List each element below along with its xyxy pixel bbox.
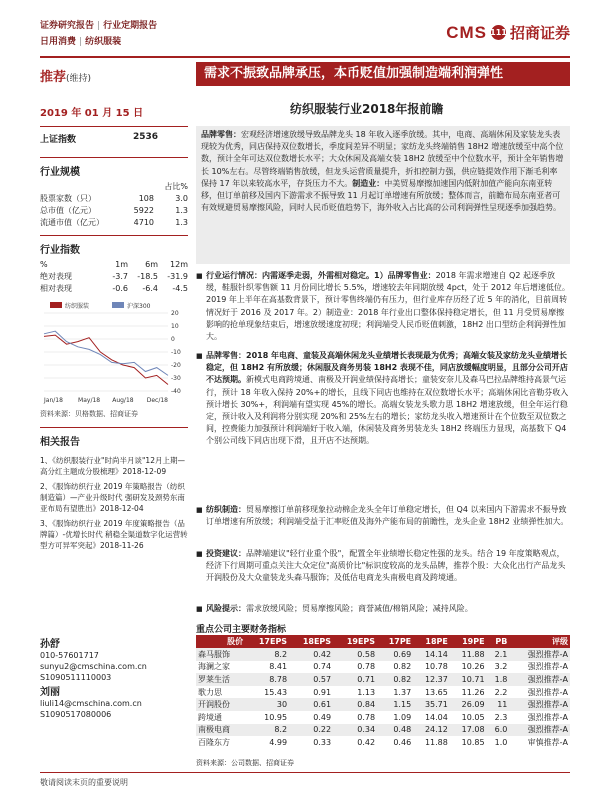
table-row — [196, 686, 570, 699]
table-cell: 百隆东方 — [198, 737, 230, 747]
table-header-cell: 18EPS — [289, 635, 333, 648]
scale-row: 流通市值（亿元） 4710 1.3 — [40, 218, 188, 227]
report-date: 2019 年 01 月 15 日 — [40, 108, 144, 119]
x-tick-label: Jan/18 — [44, 397, 63, 404]
table-row — [196, 673, 570, 686]
bullet-industry: ■ 行业运行情况：内需逐季走弱，外需相对稳定。1）品牌零售业：2018 年需求增速自 Q2 起逐季放缓，鞋服针织零售额 11 月份同比增长 5.5%，增速较去年同期放缓 4pct，处于 2012 年后增速低位。2019 年上半年在高基数背景下，预计零售终端仍有压力，但行业库存历经了近 5 年的消化，目前周转情况好于 2016 及 2017 年。2）制造业：2018 年行业出口整体保持稳定增长，但 11 月受贸易摩擦影响的抢单现象结束后，增速放缓速度初现；利润端受人民币贬值刺激，18H2 出口型纺企利润弹性加大。 — [196, 270, 570, 344]
table-cell: 2.1 — [487, 648, 510, 661]
related-report[interactable]: 3、《服饰纺织行业 2019 年度策略报告（品牌篇）-优增长时代 稍稳全渠道数字化运营转型方可异军突起》2018-11-26 — [40, 519, 188, 550]
scale-row: 总市值（亿元） 5922 1.3 — [40, 206, 188, 215]
bullet-risk: ■ 风险提示：需求放缓风险；贸易摩擦风险；商誉减值/棉销风险；减持风险。 — [196, 603, 570, 617]
table-cell: 1.37 — [393, 687, 412, 697]
summary-box — [196, 126, 570, 264]
table-cell: 12.37 — [413, 673, 450, 686]
table-cell: 0.46 — [393, 737, 412, 747]
perf-head: % 1m 6m 12m — [40, 260, 188, 269]
table-cell: 强烈推荐-A — [527, 687, 568, 697]
table-cell: 10.71 — [450, 673, 487, 686]
analyst-block — [40, 635, 188, 720]
table-cell: 0.34 — [333, 724, 377, 737]
bullet-manufacturing: ■ 纺织制造：贸易摩擦订单前移现象拉动棉企龙头全年订单稳定增长，但 Q4 以来国内下游需求不振导致订单增速有所放缓；利润端受益于汇率贬值及海外产能布局的前瞻性，龙头企业 18H2 业绩弹性加大。 — [196, 504, 570, 542]
table-cell: 8.41 — [269, 662, 288, 672]
index-row — [40, 128, 188, 149]
table-cell: 11.88 — [450, 648, 487, 661]
footer-rule — [40, 772, 570, 773]
table-cell: 4.99 — [269, 737, 288, 747]
chart-source: 资料来源：贝格数据、招商证券 — [40, 410, 138, 418]
table-cell: 歌力思 — [198, 687, 222, 697]
table-cell: 强烈推荐-A — [527, 712, 568, 722]
table-cell: 0.57 — [289, 673, 333, 686]
table-cell: 0.22 — [289, 724, 333, 737]
index-chart — [40, 299, 188, 407]
report-title: 需求不振致品牌承压，本币贬值加强制造端利润弹性 — [196, 62, 570, 86]
summary-lead2: 制造业： — [352, 178, 385, 188]
rating-label: 推荐 — [40, 70, 67, 85]
table-header-cell: PB — [487, 635, 510, 648]
table-row — [196, 648, 570, 661]
table-row — [196, 736, 570, 749]
table-cell: 0.42 — [289, 648, 333, 661]
table-cell: 0.33 — [313, 737, 332, 747]
x-tick-label: Aug/18 — [112, 397, 134, 404]
bullet-square-icon: ■ — [196, 506, 203, 514]
table-cell: 11.88 — [424, 737, 448, 747]
table-cell: 35.71 — [413, 698, 450, 711]
x-tick-label: May/18 — [78, 397, 101, 404]
table-cell: 罗莱生活 — [196, 673, 245, 686]
table-cell: 1.8 — [487, 673, 510, 686]
table-cell: 海澜之家 — [198, 662, 230, 672]
left-column — [40, 128, 188, 551]
table-header-cell: 19PE — [450, 635, 487, 648]
table-cell: 开润股份 — [196, 698, 245, 711]
bullet-square-icon: ■ — [196, 550, 203, 558]
table-source: 资料来源：公司数据、招商证券 — [196, 759, 294, 767]
table-cell: 10.26 — [461, 662, 485, 672]
table-cell: 0.69 — [377, 648, 413, 661]
table-header-cell: 评级 — [509, 635, 570, 648]
report-subtitle: 纺织服装行业2018年报前瞻 — [290, 102, 444, 116]
table-cell: 8.2 — [245, 648, 289, 661]
related-report[interactable]: 1、《纺织服装行业"时尚半月谈"12月上期—高分红主题成分股梳理》2018-12-09 — [40, 456, 185, 476]
bullet-retail: ■ 品牌零售：2018 年电商、童装及高端休闲龙头业绩增长表现最为优秀；高端女装及家纺龙头业绩增长稳定，但 18H2 有所放缓；休闲服及商务男装 18H2 表现不佳，同店放缓幅度明显，且部分公司开店不达预期。新模式电商跨境通、南极及开润业绩保持高增长；童装安奈儿及森马巴拉品牌维持高景气运行，预计 18 年收入保持 20%+的增长，且线下同店也维持在双位数增长水平；高端休闲比音勒芬收入预计增长 30%+，利润端有望实现 45%的增长。高端女装龙头歌力思 18H2 增速放缓，但全年运行稳定，预计收入及利润将分别实现 20%和 25%左右的增长；家纺龙头收入增速预计在个位数至双位数之间，控费能力加强预计利润端好于收入端，休闲装及商务男装龙头 18H2 终端压力显现，高基数下 Q4 个别公司线下同店出现下滑，且开店不达预期。 — [196, 350, 570, 500]
bullet-square-icon: ■ — [196, 272, 203, 280]
rating-sub: (维持) — [66, 74, 92, 84]
table-header-cell: 17EPS — [245, 635, 289, 648]
table-cell: 1.0 — [494, 737, 508, 747]
x-tick-label: Dec/18 — [146, 397, 168, 404]
summary-text2: 中美贸易摩擦加速国内低附加值产能向东南亚转移，但订单前移及国内下游需求不振导致 11 月起订单增速有所放缓；整体而言，前瞻布局东南亚者可有效规避贸易摩擦风险，同时人民币贬值趋势下，海外收入占比高的公司利润弹性呈现逐季加强趋势。 — [201, 178, 561, 213]
header-left: 证券研究报告 | 行业定期报告 日用消费 | 纺织服装 — [40, 21, 158, 47]
series-line — [44, 335, 168, 384]
line-chart — [40, 299, 188, 405]
analyst-phone: 010-57601717 — [40, 651, 99, 660]
table-cell: 17.08 — [450, 724, 487, 737]
table-header-cell: 股价 — [204, 635, 245, 648]
legend-label: 沪深300 — [127, 303, 151, 310]
table-row — [196, 661, 570, 674]
table-cell: 强烈推荐-A — [509, 698, 570, 711]
table-row — [196, 698, 570, 711]
table-cell: 0.74 — [313, 662, 332, 672]
bullet-investment: ■ 投资建议：品牌端建议"轻行业重个股"，配置全年业绩增长稳定性强的龙头。结合 19 年度策略观点，经济下行周期可重点关注大众定位"高质价比"标识度较高的龙头品牌，推荐个股：大众化出行产品龙头开润股份及大众童装龙头森马服饰；及低估电商龙头南极电商及跨境通。 — [196, 548, 570, 598]
y-tick-label: 10 — [171, 323, 179, 330]
legend-swatch — [112, 302, 124, 308]
bullet-square-icon: ■ — [196, 605, 203, 613]
header-rule — [40, 56, 570, 58]
table-cell: 0.82 — [377, 673, 413, 686]
table-cell: 10.78 — [424, 662, 448, 672]
table-cell: 强烈推荐-A — [527, 662, 568, 672]
summary-lead: 品牌零售： — [201, 130, 241, 139]
side-rule — [40, 126, 188, 127]
table-title: 重点公司主要财务指标 — [196, 625, 287, 635]
analyst-email[interactable]: liuli14@cmschina.com.cn — [40, 699, 142, 708]
table-cell: 0.71 — [333, 673, 377, 686]
perf-row: 绝对表现 -3.7 -18.5 -31.9 — [40, 272, 188, 281]
table-cell: 11 — [487, 698, 510, 711]
table-cell: 10.05 — [461, 712, 485, 722]
analyst-cert: S1090511110003 — [40, 673, 112, 682]
table-cell: 14.14 — [413, 648, 450, 661]
analyst-name: 刘丽 — [40, 687, 60, 698]
table-cell: 1.09 — [393, 712, 412, 722]
industry-label: 纺织服装 — [85, 37, 122, 47]
scale-head: 占比% — [164, 182, 188, 191]
table-cell: 0.61 — [289, 698, 333, 711]
table-cell: 0.58 — [333, 648, 377, 661]
table-cell: 强烈推荐-A — [509, 724, 570, 737]
table-header-cell — [196, 635, 204, 648]
table-cell: 1.15 — [377, 698, 413, 711]
table-cell: 11.26 — [461, 687, 485, 697]
rating — [40, 66, 91, 85]
table-cell: 3.2 — [494, 662, 508, 672]
table-row — [196, 711, 570, 724]
financial-table — [196, 635, 570, 749]
table-cell: 跨境通 — [198, 712, 222, 722]
legend-swatch — [50, 302, 62, 308]
analyst-name: 孙舒 — [40, 639, 60, 650]
table-cell: 0.78 — [357, 662, 376, 672]
table-cell: 审慎推荐-A — [527, 737, 568, 747]
report-type: 证券研究报告 — [40, 21, 95, 31]
table-cell: 0.91 — [313, 687, 332, 697]
analyst-email[interactable]: sunyu2@cmschina.com.cn — [40, 662, 147, 671]
table-cell: 南极电商 — [196, 724, 245, 737]
table-cell: 2.3 — [494, 712, 508, 722]
table-cell: 强烈推荐-A — [509, 673, 570, 686]
table-header-cell: 19EPS — [333, 635, 377, 648]
logo-text: CMS — [446, 22, 487, 42]
table-cell: 6.0 — [487, 724, 510, 737]
report-category: 行业定期报告 — [103, 21, 158, 31]
footer-note: 敬请阅读末页的重要说明 — [40, 778, 128, 787]
table-cell: 15.43 — [264, 687, 288, 697]
scale-title: 行业规模 — [40, 157, 188, 181]
table-cell: 14.04 — [424, 712, 448, 722]
y-tick-label: -40 — [171, 388, 181, 395]
y-tick-label: 20 — [171, 310, 179, 317]
table-cell: 24.12 — [413, 724, 450, 737]
table-cell: 26.09 — [450, 698, 487, 711]
table-cell: 30 — [245, 698, 289, 711]
table-cell: 0.84 — [333, 698, 377, 711]
perf-row: 相对表现 -0.6 -6.4 -4.5 — [40, 284, 188, 293]
scale-row: 股票家数（只） 108 3.0 — [40, 194, 188, 203]
table-cell: 1.13 — [357, 687, 376, 697]
table-cell: 0.42 — [357, 737, 376, 747]
related-report[interactable]: 2、《服饰纺织行业 2019 年策略报告（纺织制造篇）—产业升级时代 强研发及颈势东南亚布局有望胜出》2018-12-04 — [40, 482, 185, 513]
table-cell: 8.78 — [245, 673, 289, 686]
perf-title: 行业指数 — [40, 235, 188, 259]
table-cell: 0.48 — [377, 724, 413, 737]
table-cell: 0.82 — [393, 662, 412, 672]
series-line — [44, 331, 168, 375]
table-cell: 强烈推荐-A — [509, 648, 570, 661]
logo-mark-icon: 111 — [491, 25, 506, 40]
table-header-cell: 17PE — [377, 635, 413, 648]
y-tick-label: -30 — [171, 375, 181, 382]
legend-label: 纺织服装 — [65, 303, 90, 310]
bullet-square-icon: ■ — [196, 352, 203, 360]
table-cell: 2.2 — [494, 687, 508, 697]
cms-logo — [446, 22, 570, 43]
table-cell: 8.2 — [245, 724, 289, 737]
y-tick-label: 0 — [171, 336, 175, 343]
table-cell: 10.85 — [461, 737, 485, 747]
index-label: 上证指数 — [40, 135, 77, 145]
table-cell: 13.65 — [424, 687, 448, 697]
summary-text: 宏观经济增速放缓导致品牌龙头 18 年收入逐季放缓。其中，电商、高端休闲及家装龙头表现较为优秀，同店保持双位数增长，季度间差异不明显；家纺龙头终端销售 18H2 增速放缓至中高个位数，预计全年可达双位数增长水平；大众休闲及高端女装 18H2 放缓至中个位数水平，预计全年销售增长 10%左右。尽管终端销售放缓，但龙头运营质量提升，折扣控制力强，供应链提效作用下渐毛利率保持 17 年以来较高水平，存货压力不大。 — [201, 130, 564, 188]
analyst-cert: S1090517080006 — [40, 710, 112, 719]
related-title: 相关报告 — [40, 427, 188, 451]
y-tick-label: -20 — [171, 362, 181, 369]
index-value: 2536 — [132, 132, 158, 142]
table-cell: 森马服饰 — [196, 648, 245, 661]
table-row — [196, 724, 570, 737]
table-header-cell: 18PE — [413, 635, 450, 648]
table-cell: 0.49 — [313, 712, 332, 722]
sector-label: 日用消费 — [40, 37, 77, 47]
logo-cn: 招商证券 — [509, 24, 570, 42]
y-tick-label: -10 — [171, 349, 181, 356]
table-cell: 10.95 — [264, 712, 288, 722]
table-cell: 0.78 — [357, 712, 376, 722]
